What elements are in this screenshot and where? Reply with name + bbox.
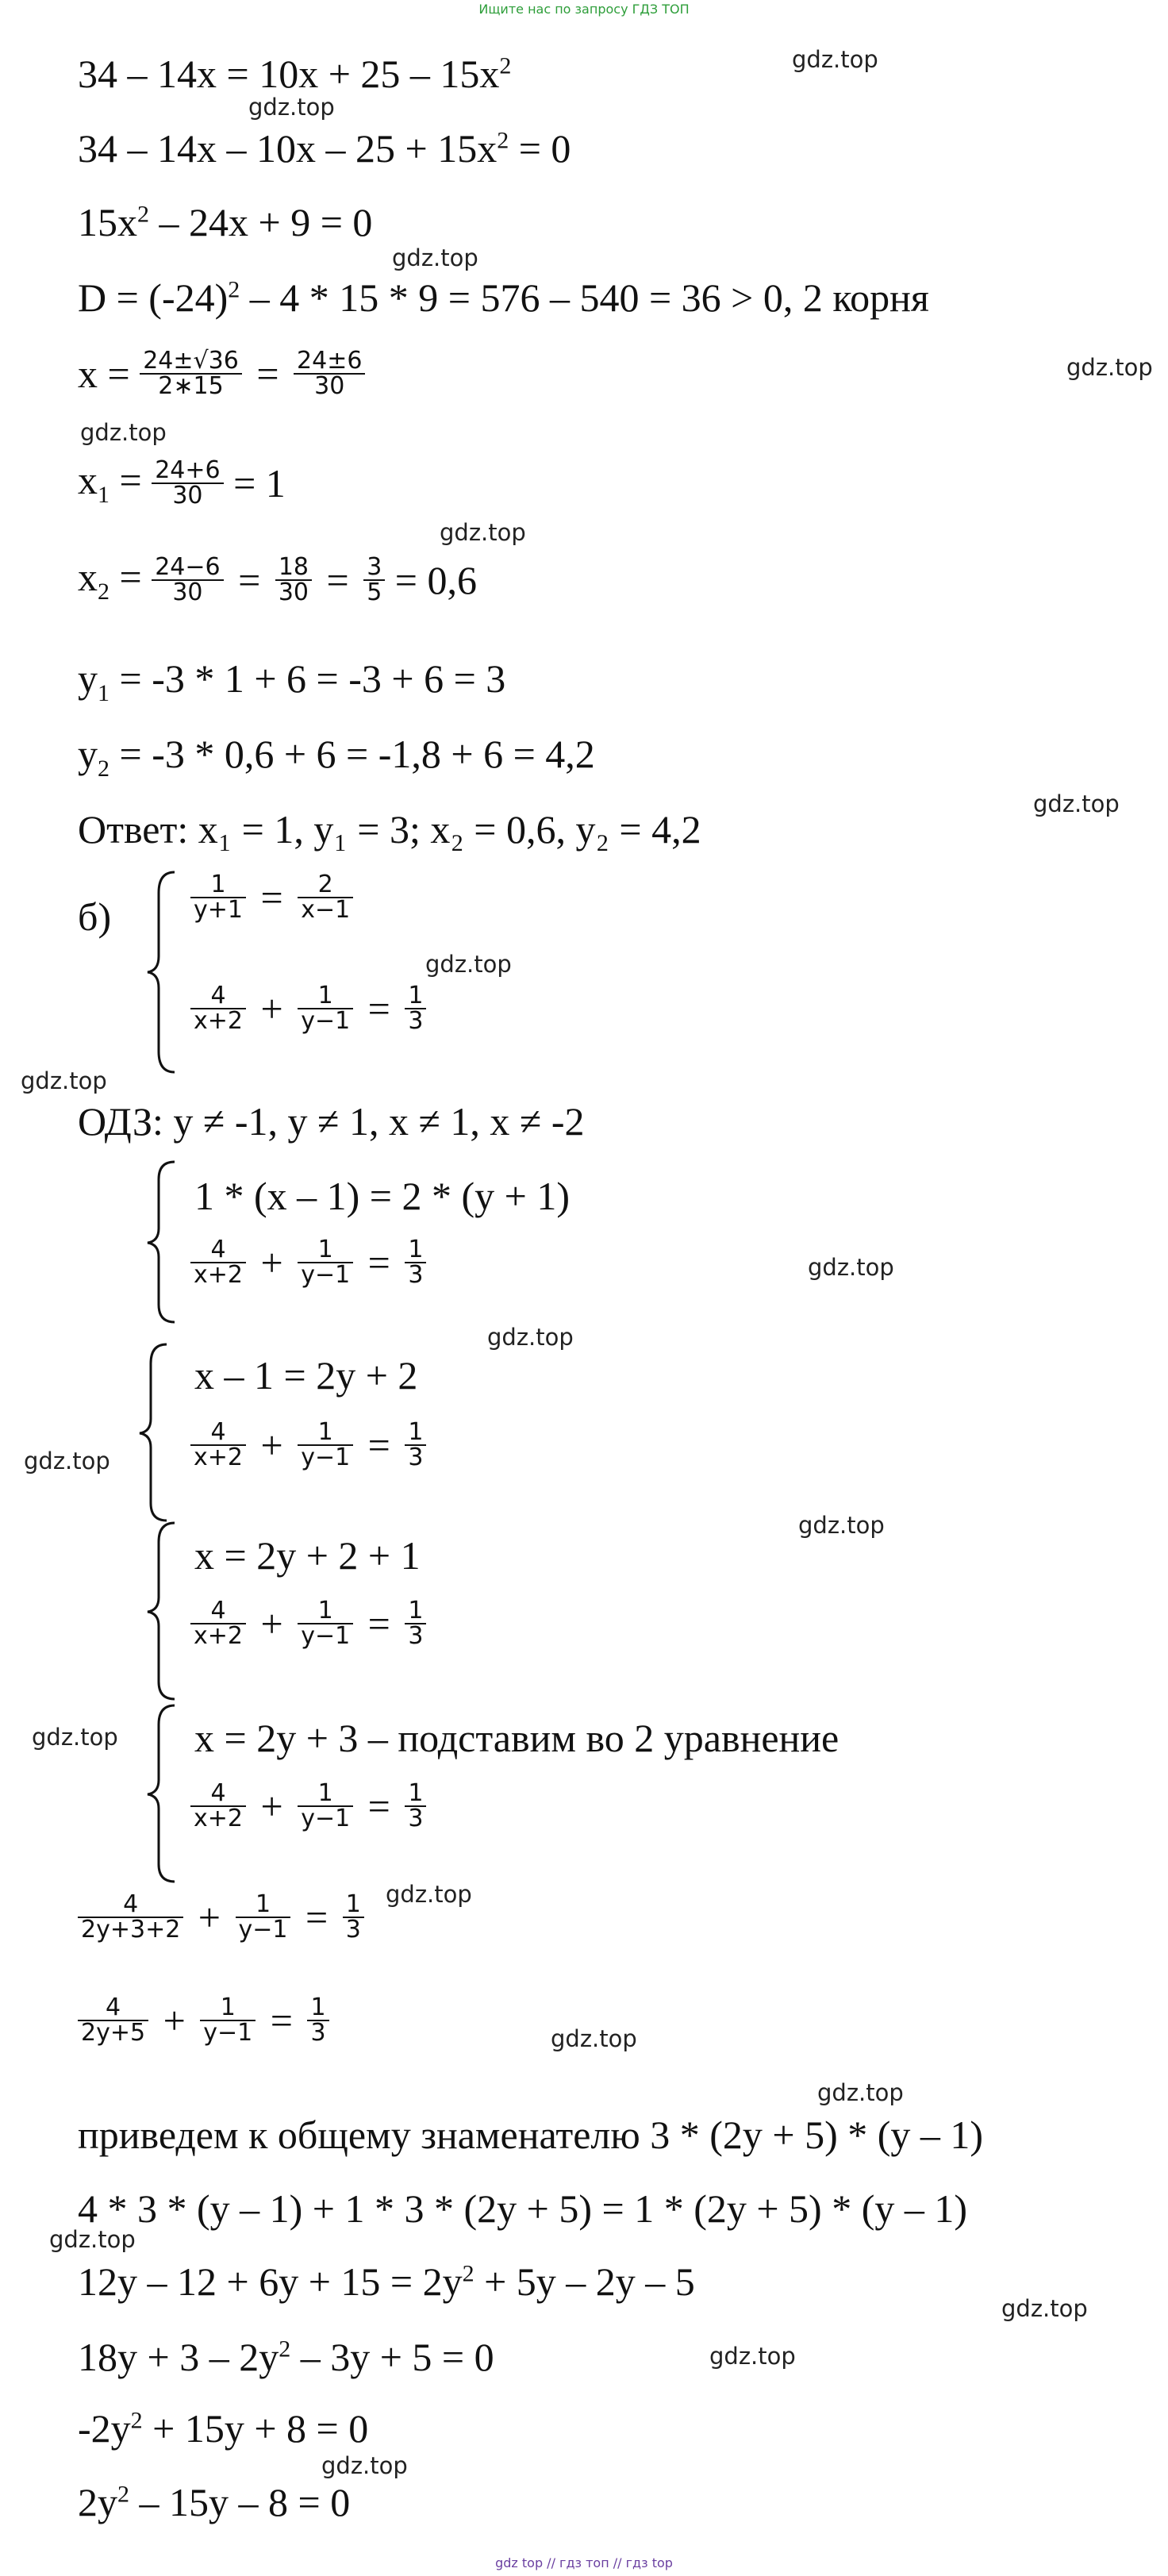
watermark: gdz.top: [425, 951, 512, 978]
watermark: gdz.top: [709, 2343, 796, 2370]
system-brace-2: [143, 1159, 182, 1325]
watermark: gdz.top: [798, 1512, 885, 1539]
watermark: gdz.top: [440, 519, 526, 546]
root-x2: $x_2$ = $\frac{24-6}{30}$ = $\frac{18}{30}$ = $\frac{3}{5}$ = 0,6: [78, 553, 477, 606]
sys3-eq2: $\frac{4}{x+2}$ + $\frac{1}{y-1}$ = $\frac{1}{3}$: [190, 1421, 426, 1470]
eq-line-2: $34 - 14x - 10x - 25 + 15x^2 = 0$: [78, 126, 571, 171]
eq-line-1: $34 - 14x = 10x + 25 - 15x^2$: [78, 52, 512, 96]
watermark: gdz.top: [21, 1067, 107, 1094]
value-y2: $y_2 = -3 * 0,6 + 6 = -1,8 + 6 = 4,2$: [78, 732, 595, 782]
watermark: gdz.top: [49, 2226, 136, 2253]
watermark: gdz.top: [386, 1881, 472, 1908]
watermark: gdz.top: [808, 1254, 894, 1281]
simplify-3: $-2y^2 + 15y + 8 = 0$: [78, 2406, 369, 2451]
simplify-1: $12y - 12 + 6y + 15 = 2y^2 + 5y - 2y - 5$: [78, 2259, 695, 2304]
substituted-eq-2: $\frac{4}{2y+5}$ + $\frac{1}{y-1}$ = $\frac{1}{3}$: [78, 1996, 329, 2045]
watermark: gdz.top: [248, 94, 335, 121]
watermark: gdz.top: [1066, 354, 1153, 381]
watermark: gdz.top: [321, 2452, 408, 2479]
watermark: gdz.top: [487, 1324, 574, 1351]
sys4-eq1: x = 2y + 2 + 1: [194, 1533, 421, 1578]
watermark: gdz.top: [817, 2079, 904, 2106]
watermark: gdz.top: [551, 2025, 637, 2052]
system-brace-3: [135, 1341, 175, 1524]
value-y1: $y_1 = -3 * 1 + 6 = -3 + 6 = 3$: [78, 656, 506, 706]
roots-formula: x = $\frac{24\pm√36}{2∗15}$ = $\frac{24\pm 6}{30}$: [78, 349, 365, 398]
watermark: gdz.top: [32, 1724, 118, 1751]
part-b-label: б): [78, 894, 112, 939]
watermark: gdz.top: [80, 419, 167, 446]
common-denominator-line: приведем к общему знаменателю 3 * (2y + 5) * (y – 1): [78, 2113, 984, 2157]
sys5-eq2: $\frac{4}{x+2}$ + $\frac{1}{y-1}$ = $\frac{1}{3}$: [190, 1782, 426, 1831]
system-brace-4: [143, 1520, 182, 1702]
simplify-2: $18y + 3 - 2y^2 - 3y + 5 = 0$: [78, 2335, 494, 2379]
sys3-eq1: x – 1 = 2y + 2: [194, 1353, 418, 1398]
system-brace-5: [143, 1702, 182, 1885]
expanded-eq: 4 * 3 * (y – 1) + 1 * 3 * (2y + 5) = 1 * (2y + 5) * (y – 1): [78, 2186, 967, 2231]
system-brace-1: [143, 869, 182, 1075]
watermark: gdz.top: [1033, 790, 1120, 817]
sys2-eq1: 1 * (x – 1) = 2 * (y + 1): [194, 1174, 570, 1218]
sys1-eq2: $\frac{4}{x+2}$ + $\frac{1}{y-1}$ = $\frac{1}{3}$: [190, 984, 426, 1033]
watermark: gdz.top: [1001, 2295, 1088, 2322]
footer-links: gdz top // гдз топ // гдз top: [495, 2555, 673, 2570]
quadratic-final: $2y^2 - 15y - 8 = 0$: [78, 2480, 351, 2524]
sys4-eq2: $\frac{4}{x+2}$ + $\frac{1}{y-1}$ = $\frac{1}{3}$: [190, 1599, 426, 1648]
sys5-eq1: x = 2y + 3 – подставим во 2 уравнение: [194, 1716, 840, 1760]
discriminant-line: $D = (-24)^2 - 4 * 15 * 9 = 576 - 540 = 36 > 0$, 2 корня: [78, 275, 929, 320]
root-x1: $x_1$ = $\frac{24+6}{30}$ = 1: [78, 456, 286, 509]
answer-line: Ответ: x₁ = 1, y₁ = 3; x₂ = 0,6, y₂ = 4,2: [78, 807, 701, 852]
eq-line-3: $15x^2 - 24x + 9 = 0$: [78, 200, 373, 244]
odz-line: ОДЗ: y ≠ -1, y ≠ 1, x ≠ 1, x ≠ -2: [78, 1099, 585, 1144]
sys2-eq2: $\frac{4}{x+2}$ + $\frac{1}{y-1}$ = $\frac{1}{3}$: [190, 1238, 426, 1287]
watermark: gdz.top: [24, 1448, 110, 1474]
watermark: gdz.top: [792, 46, 878, 73]
substituted-eq-1: $\frac{4}{2y+3+2}$ + $\frac{1}{y-1}$ = $\frac{1}{3}$: [78, 1893, 364, 1942]
search-banner: Ищите нас по запросу ГДЗ ТОП: [478, 2, 690, 17]
watermark: gdz.top: [392, 244, 478, 271]
sys1-eq1: $\frac{1}{y+1}$ = $\frac{2}{x-1}$: [190, 873, 353, 922]
